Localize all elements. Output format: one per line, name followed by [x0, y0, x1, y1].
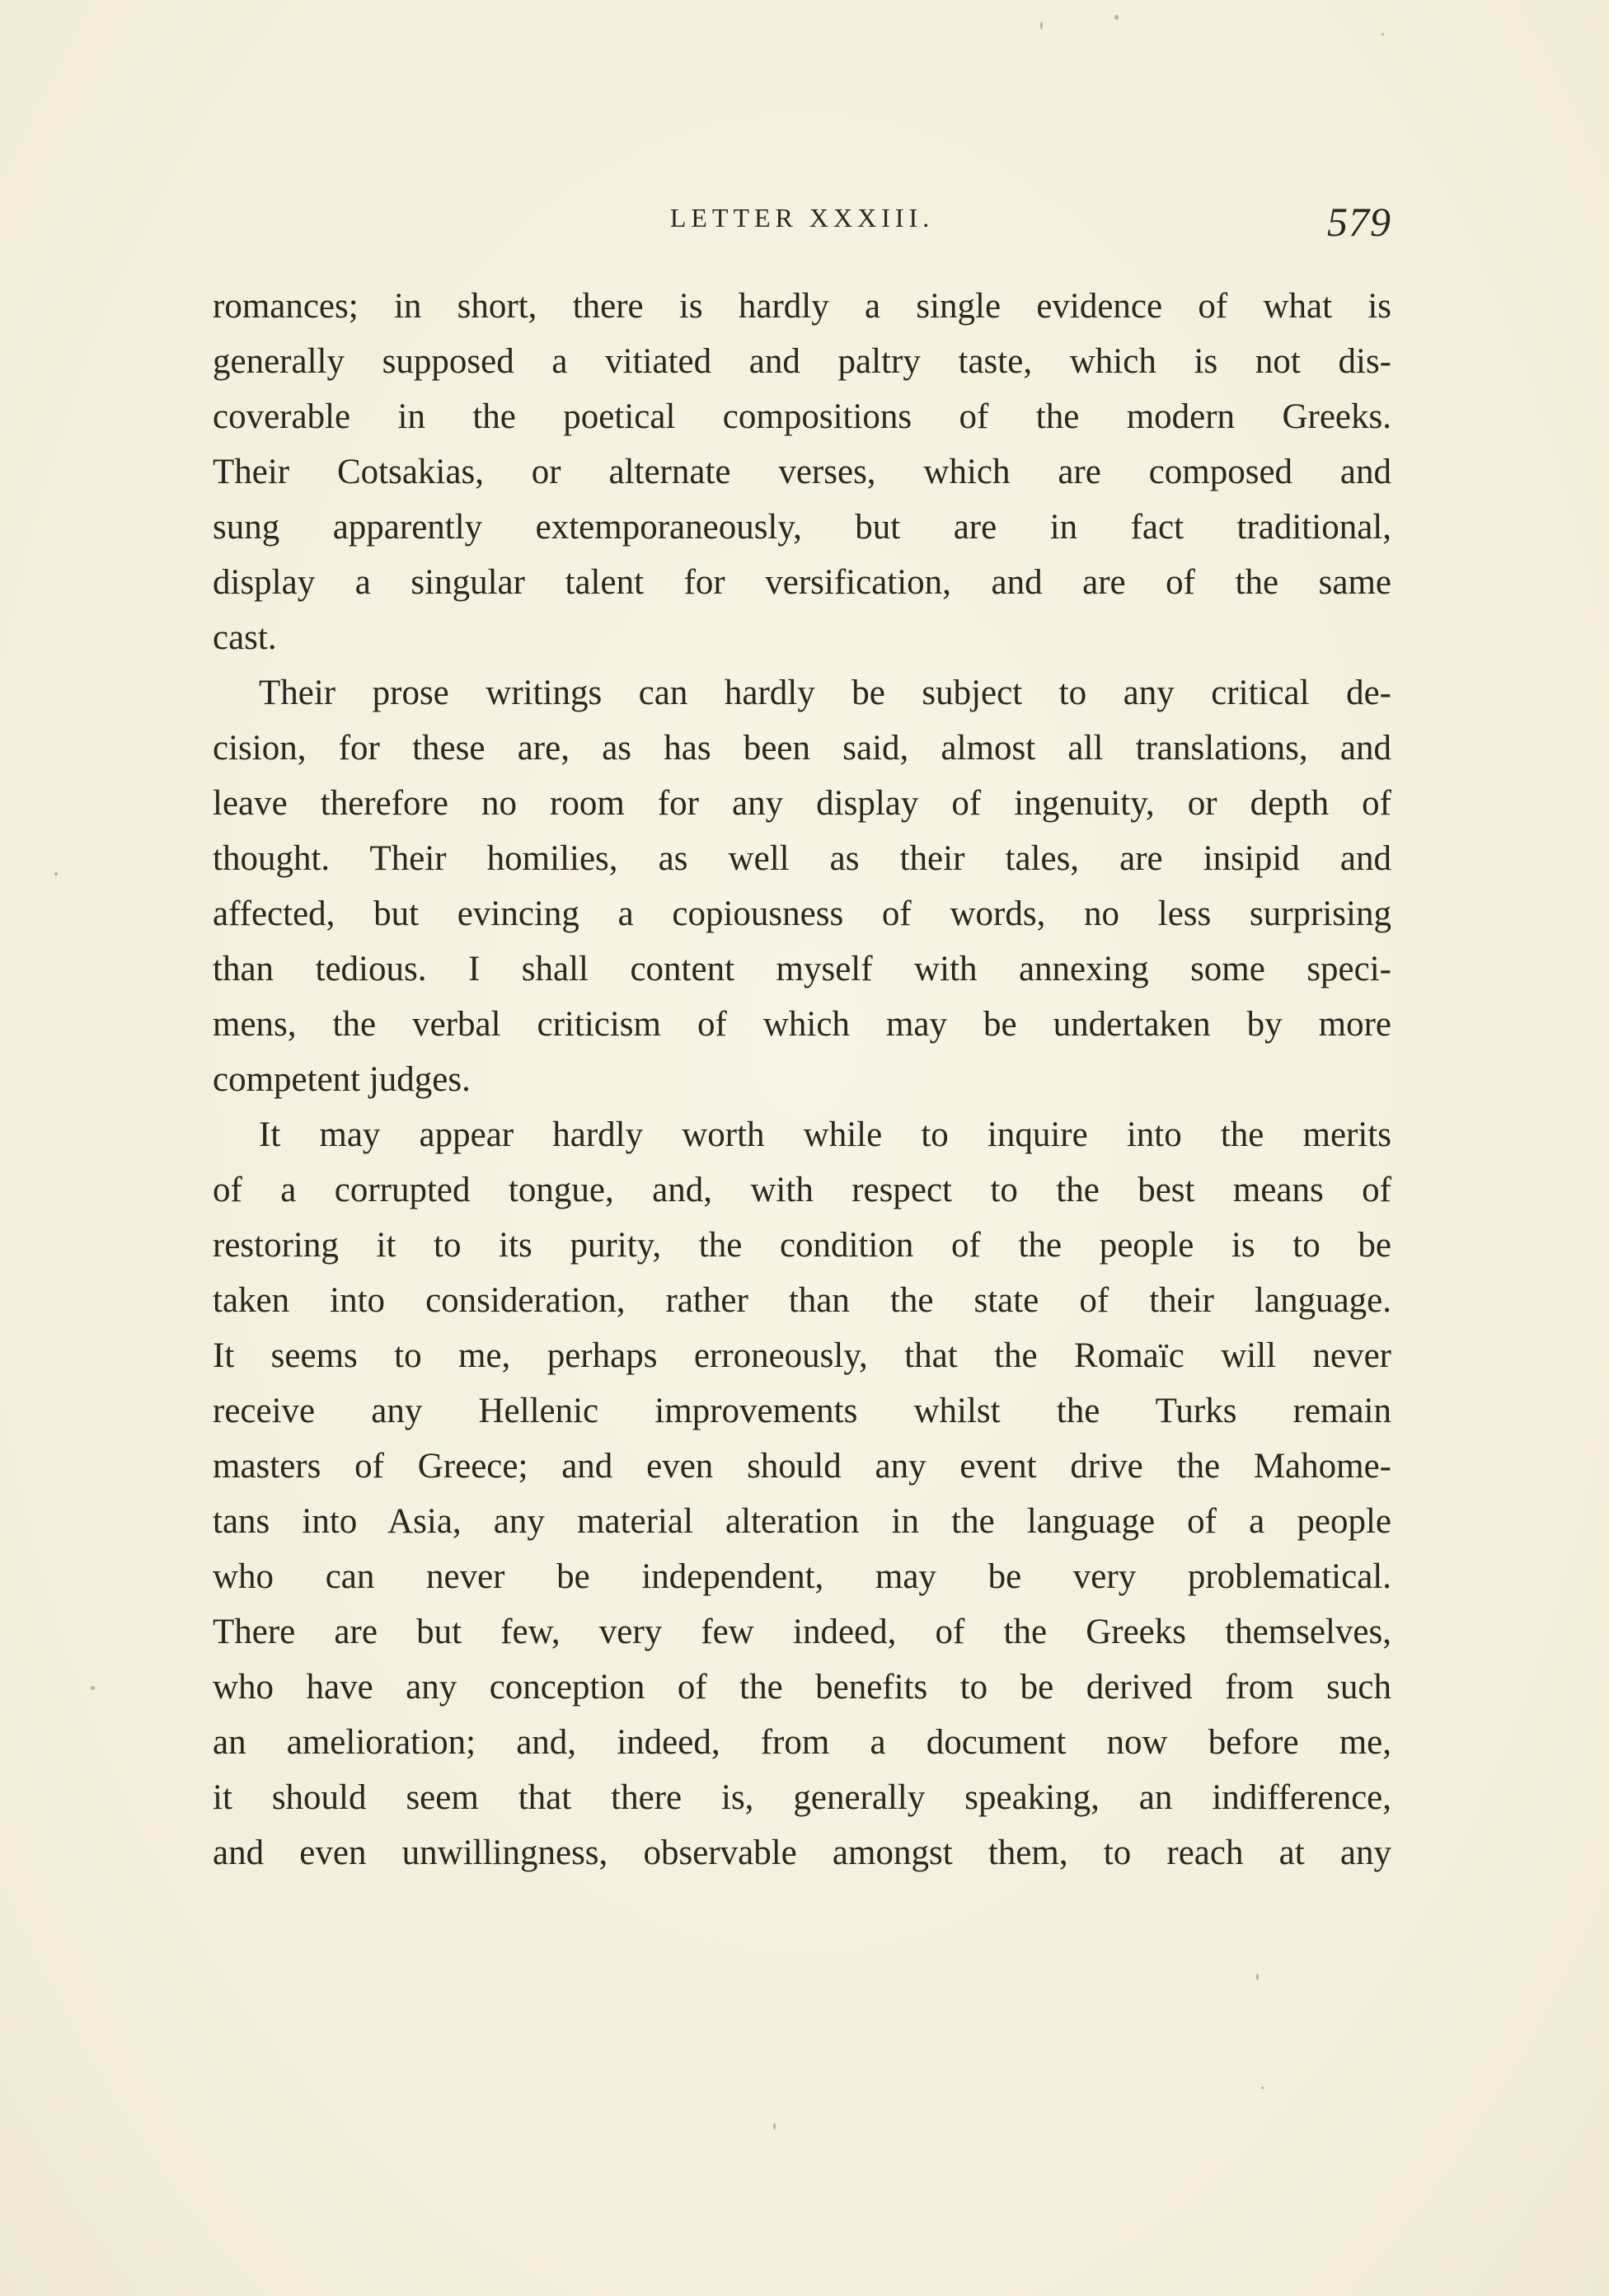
text-line: cast.	[213, 618, 277, 657]
text-line: masters of Greece; and even should any event drive the Mahome-	[213, 1447, 1391, 1486]
body-text	[213, 279, 1391, 1880]
text-line: who can never be independent, may be very problematical.	[213, 1557, 1391, 1596]
text-line: Their Cotsakias, or alternate verses, which are composed and	[213, 453, 1391, 491]
running-title: LETTER XXXIII.	[669, 203, 935, 232]
paper-speck	[1261, 2087, 1264, 2089]
text-line: leave therefore no room for any display of ingenuity, or depth of	[213, 784, 1391, 823]
paper-speck	[54, 872, 58, 876]
text-line: romances; in short, there is hardly a single evidence of what is	[213, 287, 1391, 326]
paper-speck	[1114, 15, 1119, 20]
paper-speck	[1040, 21, 1043, 30]
text-line: and even unwillingness, observable amongst them, to reach at any	[213, 1834, 1391, 1872]
paper-speck	[773, 2123, 776, 2129]
text-line: receive any Hellenic improvements whilst the Turks remain	[213, 1392, 1391, 1430]
text-line: sung apparently extemporaneously, but are in fact traditional,	[213, 508, 1391, 547]
paper-speck	[1381, 33, 1384, 35]
text-line: generally supposed a vitiated and paltry taste, which is not dis-	[213, 342, 1391, 381]
text-line: than tedious. I shall content myself with annexing some speci-	[213, 950, 1391, 988]
text-line: taken into consideration, rather than the state of their language.	[213, 1281, 1391, 1320]
paragraph-2	[213, 665, 1391, 1107]
text-line: thought. Their homilies, as well as their tales, are insipid and	[213, 839, 1391, 878]
text-line: who have any conception of the benefits to be derived from such	[213, 1668, 1391, 1707]
text-line: It seems to me, perhaps erroneously, that the Romaïc will never	[213, 1336, 1391, 1375]
text-line: affected, but evincing a copiousness of words, no less surprising	[213, 894, 1391, 933]
paper-speck	[1256, 1974, 1259, 1980]
text-line: it should seem that there is, generally speaking, an indifference,	[213, 1778, 1391, 1817]
text-line: It may appear hardly worth while to inquire into the merits	[259, 1115, 1391, 1154]
text-line: mens, the verbal criticism of which may be undertaken by more	[213, 1005, 1391, 1044]
text-line: display a singular talent for versification, and are of the same	[213, 563, 1391, 602]
text-line: tans into Asia, any material alteration in the language of a people	[213, 1502, 1391, 1541]
paper-speck	[91, 1686, 95, 1690]
text-line: of a corrupted tongue, and, with respect to the best means of	[213, 1171, 1391, 1209]
paragraph-3	[213, 1107, 1391, 1880]
running-head	[213, 198, 1391, 247]
paragraph-1	[213, 279, 1391, 665]
text-line: Their prose writings can hardly be subject to any critical de-	[259, 674, 1391, 712]
text-line: competent judges.	[213, 1060, 471, 1099]
text-line: restoring it to its purity, the condition of the people is to be	[213, 1226, 1391, 1265]
text-line: coverable in the poetical compositions of the modern Greeks.	[213, 397, 1391, 436]
text-line: There are but few, very few indeed, of the Greeks themselves,	[213, 1613, 1391, 1651]
text-line: an amelioration; and, indeed, from a document now before me,	[213, 1723, 1391, 1762]
page-number: 579	[1327, 199, 1391, 245]
text-line: cision, for these are, as has been said, almost all translations, and	[213, 729, 1391, 768]
